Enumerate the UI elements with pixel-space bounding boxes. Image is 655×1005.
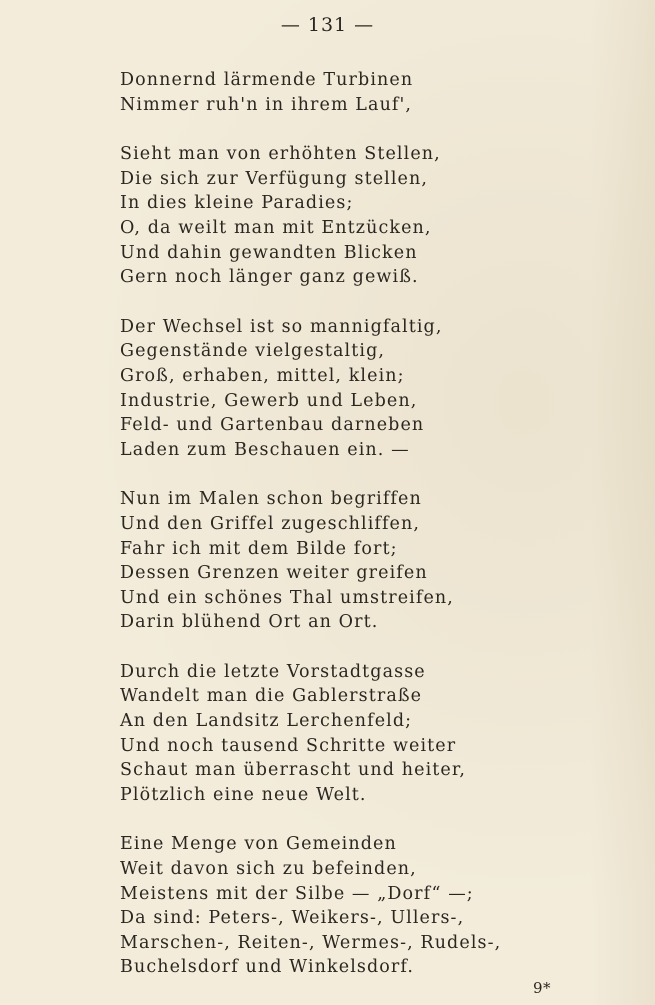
poem-line: Buchelsdorf und Winkelsdorf. <box>120 957 414 978</box>
poem-line: Da sind: Peters-, Weikers-, Ullers-, <box>120 908 465 929</box>
poem-line: Eine Menge von Gemeinden <box>120 834 397 855</box>
poem-line: Gern noch länger ganz gewiß. <box>120 267 419 288</box>
stanza-6 <box>120 832 560 980</box>
page-number: — 131 — <box>280 14 375 36</box>
poem-line: Laden zum Beschauen ein. — <box>120 439 410 460</box>
stanza-2 <box>120 142 560 290</box>
poem-line: Meistens mit der Silbe — „Dorf“ —; <box>120 883 474 904</box>
poem-line: Durch die letzte Vorstadtgasse <box>120 661 426 682</box>
poem-line: Und noch tausend Schritte weiter <box>120 735 457 756</box>
poem-line: Donnernd lärmende Turbinen <box>120 70 414 90</box>
poem-line: O, da weilt man mit Entzücken, <box>120 217 432 238</box>
poem-line: Sieht man von erhöhten Stellen, <box>120 144 441 165</box>
poem-line: Dessen Grenzen weiter greifen <box>120 563 428 584</box>
poem-line: Schaut man überrascht und heiter, <box>120 760 467 781</box>
poem-line: Fahr ich mit dem Bilde fort; <box>120 538 398 559</box>
poem-line: Und den Griffel zugeschliffen, <box>120 513 421 534</box>
poem-line: An den Landsitz Lerchenfeld; <box>120 711 413 732</box>
poem-line: Marschen-, Reiten-, Wermes-, Rudels-, <box>120 932 502 953</box>
poem-body <box>120 68 560 1005</box>
stanza-4 <box>120 487 560 635</box>
poem-line: Feld- und Gartenbau darneben <box>120 415 425 436</box>
poem-line: Industrie, Gewerb und Leben, <box>120 390 418 411</box>
poem-line: Gegenstände vielgestaltig, <box>120 341 386 362</box>
poem-line: Nimmer ruh'n in ihrem Lauf', <box>120 94 413 115</box>
poem-line: Nun im Malen schon begriffen <box>120 489 422 510</box>
poem-line: Und ein schönes Thal umstreifen, <box>120 587 454 608</box>
signature-mark: 9* <box>532 979 551 997</box>
poem-line: In dies kleine Paradies; <box>120 193 354 214</box>
poem-line: Wandelt man die Gablerstraße <box>120 686 423 707</box>
poem-line: Der Wechsel ist so mannigfaltig, <box>120 316 443 337</box>
poem-line: Groß, erhaben, mittel, klein; <box>120 365 405 386</box>
poem-line: Darin blühend Ort an Ort. <box>120 612 379 633</box>
poem-line: Die sich zur Verfügung stellen, <box>120 168 429 189</box>
stanza-3 <box>120 315 560 463</box>
stanza-1 <box>120 68 560 117</box>
poem-line: Plötzlich eine neue Welt. <box>120 784 367 805</box>
poem-line: Und dahin gewandten Blicken <box>120 242 418 263</box>
poem-line: Weit davon sich zu befeinden, <box>120 859 417 880</box>
stanza-5 <box>120 660 560 808</box>
